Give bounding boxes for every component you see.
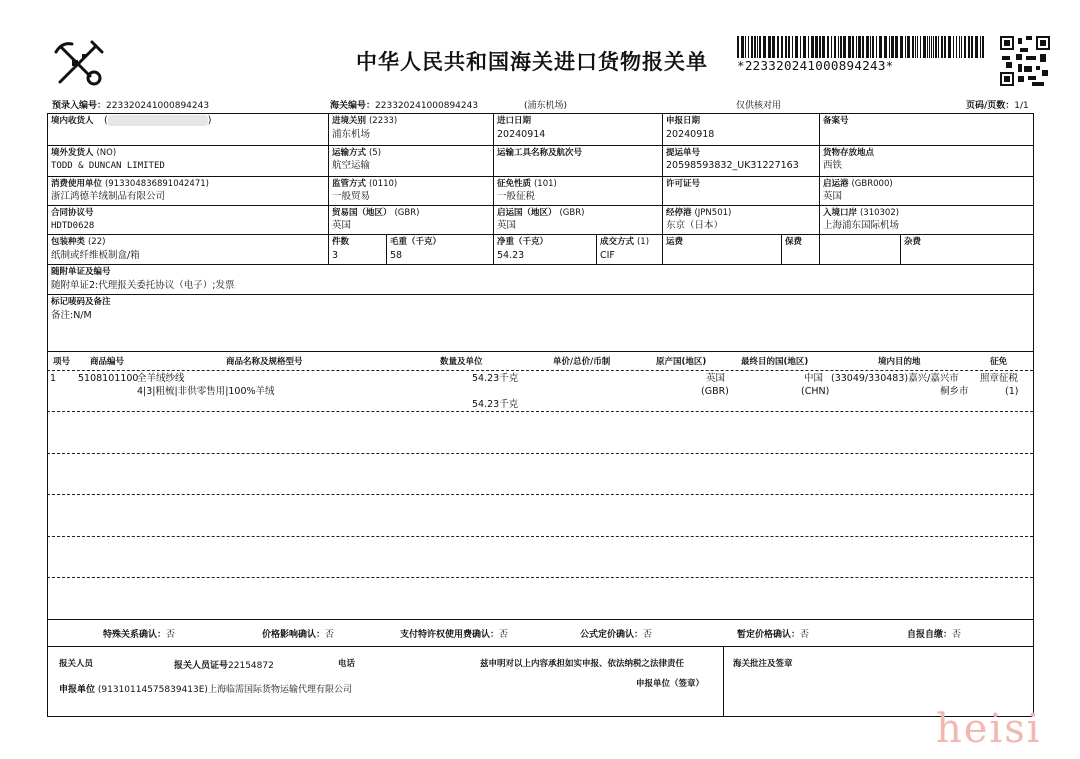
barcode-bar — [920, 36, 921, 58]
dest-value: 中国 — [804, 373, 824, 384]
qty-2: 54.23千克 — [472, 399, 519, 410]
goods-header-domestic: 境内目的地 — [878, 357, 921, 367]
redacted-block — [108, 115, 208, 126]
package-code: (22) — [87, 237, 106, 247]
qty-1: 54.23千克 — [472, 373, 519, 384]
levy-value: 一般征税 — [497, 191, 536, 202]
entry-port-label: 进境关别 — [332, 116, 367, 126]
barcode-bar — [759, 36, 761, 58]
customs-no-label: 海关编号： — [330, 101, 376, 111]
levy-label: 征免性质 — [497, 179, 532, 189]
barcode-bar — [933, 36, 934, 58]
net-label: 净重（千克） — [497, 237, 549, 247]
via-port-value: 东京（日本） — [666, 220, 724, 231]
docs-label: 随附单证及编号 — [51, 267, 111, 277]
license-label: 许可证号 — [666, 179, 701, 189]
trade-country-code: (GBR) — [394, 208, 420, 218]
barcode-bar — [870, 36, 871, 58]
barcode-bar — [917, 36, 918, 58]
barcode-bar — [982, 36, 984, 58]
barcode-bar — [935, 36, 937, 58]
confirm-self-declare: 自报自缴：否 — [907, 630, 962, 640]
domestic-dest: (33049/330483)嘉兴/嘉兴市 — [831, 373, 959, 384]
barcode-bar — [852, 36, 854, 58]
barcode-bar — [961, 36, 962, 58]
barcode-bar — [956, 36, 957, 58]
package-label: 包装种类 — [51, 237, 86, 247]
domestic-dest-2: 桐乡市 — [940, 386, 969, 397]
goods-header-qty: 数量及单位 — [440, 357, 483, 367]
barcode-bar — [795, 36, 798, 58]
customs-emblem-icon — [52, 38, 110, 90]
barcode-bar — [840, 36, 842, 58]
pieces-value: 3 — [332, 250, 339, 261]
barcode-bar — [827, 36, 829, 58]
bill-no-label: 提运单号 — [666, 148, 701, 158]
barcode-bar — [980, 36, 981, 58]
entry-place-value: 上海浦东国际机场 — [823, 220, 900, 231]
confirm-provisional-price: 暂定价格确认：否 — [737, 630, 810, 640]
import-date-value: 20240914 — [497, 129, 546, 140]
goods-header-item-no: 项号 — [53, 357, 71, 367]
declare-date-value: 20240918 — [666, 129, 715, 140]
barcode-bar — [754, 36, 756, 58]
barcode-bar — [895, 36, 898, 58]
barcode-bar — [907, 36, 910, 58]
page-value: 1/1 — [1014, 101, 1029, 111]
transport-mode-code: (5) — [368, 148, 382, 158]
record-no-label: 备案号 — [823, 116, 849, 126]
via-port-code: (JPN501) — [694, 208, 732, 218]
freight-label: 运费 — [666, 237, 684, 247]
levy-mode-code: (1) — [1005, 386, 1019, 397]
barcode-bar — [751, 36, 753, 58]
barcode-bar — [905, 36, 906, 58]
consignor-code: (NO) — [96, 148, 117, 158]
transport-mode-value: 航空运输 — [332, 160, 371, 171]
consignee-label: 境内收货人 — [51, 116, 94, 126]
barcode-bar — [763, 36, 766, 58]
docs-value: 随附单证2:代理报关委托协议（电子）;发票 — [51, 280, 235, 291]
barcode-bar — [879, 36, 882, 58]
transport-tool-label: 运输工具名称及航次号 — [497, 148, 583, 158]
pieces-label: 件数 — [332, 237, 350, 247]
barcode-bar — [777, 36, 779, 58]
origin-country-code: (GBR) — [559, 208, 585, 218]
page-label: 页码/页数： — [966, 101, 1015, 111]
misc-label: 杂费 — [904, 237, 922, 247]
package-value: 纸制或纤维板制盒/箱 — [51, 250, 140, 261]
consignee-value: ( ) — [104, 115, 212, 126]
customs-remark-label: 海关批注及签章 — [733, 659, 793, 669]
unit-name: 上海临需国际货物运输代理有限公司 — [207, 685, 352, 695]
barcode-bar — [748, 36, 749, 58]
legal-statement: 兹申明对以上内容承担如实申报、依法纳税之法律责任 — [480, 659, 685, 669]
goods-header-levy: 征免 — [990, 357, 1008, 367]
barcode-bar — [953, 36, 954, 58]
entry-port-code: (2233) — [368, 116, 398, 126]
confirm-price-impact: 价格影响确认：否 — [262, 630, 335, 640]
departure-port-code: (GBR000) — [851, 179, 893, 189]
levy-mode: 照章征税 — [980, 373, 1019, 384]
customs-site: (浦东机场) — [524, 101, 568, 111]
hs-code: 5108101100 — [78, 373, 139, 384]
barcode-bar — [964, 36, 966, 58]
barcode-bar — [941, 36, 943, 58]
trade-country-value: 英国 — [332, 220, 352, 231]
watermark: heisi — [936, 706, 1042, 752]
item-no: 1 — [50, 373, 57, 384]
net-value: 54.23 — [497, 250, 525, 261]
origin-country-label: 启运国（地区） — [497, 208, 557, 218]
barcode-bar — [931, 36, 932, 58]
origin-value: 英国 — [706, 373, 726, 384]
barcode-bar — [862, 36, 864, 58]
pre-entry-label: 预录入编号： — [52, 101, 107, 111]
barcode-bar — [811, 36, 814, 58]
barcode-bar — [938, 36, 939, 58]
barcode-bar — [834, 36, 836, 58]
entry-place-label: 入境口岸 — [823, 208, 858, 218]
storage-value: 西铁 — [823, 160, 843, 171]
barcode-bar — [772, 36, 775, 58]
barcode-bar — [872, 36, 874, 58]
barcode-bar — [741, 36, 744, 58]
departure-port-label: 启运港 — [823, 179, 849, 189]
declarant-id: 22154872 — [228, 661, 274, 671]
entry-place-code: (310302) — [859, 208, 900, 218]
barcode-bar — [912, 36, 914, 58]
unit-label: 申报单位 — [59, 685, 96, 695]
confirm-special-relation: 特殊关系确认：否 — [103, 630, 176, 640]
departure-port-value: 英国 — [823, 191, 843, 202]
reference-note: 仅供核对用 — [736, 101, 782, 111]
qr-code-icon — [1000, 36, 1050, 86]
barcode-bar — [768, 36, 771, 58]
contract-label: 合同协议号 — [51, 208, 94, 218]
barcode-bar — [800, 36, 801, 58]
via-port-label: 经停港 — [666, 208, 692, 218]
barcode-bar — [838, 36, 839, 58]
goods-header-name: 商品名称及规格型号 — [226, 357, 303, 367]
barcode-text: *2233202410008942​43* — [737, 58, 894, 73]
barcode-bar — [891, 36, 894, 58]
goods-header-hs-code: 商品编号 — [90, 357, 125, 367]
barcode-bar — [927, 36, 928, 58]
marks-value: 备注:N/M — [51, 310, 92, 321]
barcode-bar — [876, 36, 877, 58]
goods-header-dest: 最终目的国(地区) — [741, 357, 809, 367]
phone-label: 电话 — [338, 659, 356, 669]
barcode-bar — [975, 36, 978, 58]
barcode-bar — [923, 36, 926, 58]
sign-label: 申报单位（签章） — [636, 679, 705, 689]
origin-code: (GBR) — [701, 386, 729, 397]
unit-code: (91310114575839413E) — [97, 685, 208, 695]
supervision-value: 一般贸易 — [332, 191, 371, 202]
goods-header-price: 单价/总价/币制 — [553, 357, 611, 367]
supervision-code: (0110) — [368, 179, 398, 189]
barcode-bar — [843, 36, 846, 58]
entry-port-value: 浦东机场 — [332, 129, 371, 140]
barcode-bar — [803, 36, 806, 58]
barcode-bar — [757, 36, 758, 58]
contract-value: HDTD0628 — [51, 221, 95, 231]
barcode-bar — [808, 36, 809, 58]
consumer-value: 浙江鸿德羊绒制品有限公司 — [51, 191, 166, 202]
storage-label: 货物存放地点 — [823, 148, 875, 158]
origin-country-value: 英国 — [497, 220, 517, 231]
barcode-bar — [819, 36, 821, 58]
confirm-royalty: 支付特许权使用费确认：否 — [400, 630, 509, 640]
barcode-bar — [900, 36, 903, 58]
supervision-label: 监管方式 — [332, 179, 367, 189]
goods-name: 全羊绒纱线 — [137, 373, 185, 384]
consignor-value: TODD & DUNCAN LIMITED — [51, 161, 165, 171]
trade-country-label: 贸易国（地区） — [332, 208, 392, 218]
declarant-label: 报关人员 — [59, 659, 94, 669]
declare-date-label: 申报日期 — [666, 116, 701, 126]
barcode-bar — [959, 36, 960, 58]
barcode-bar — [858, 36, 861, 58]
deal-mode-value: CIF — [600, 250, 615, 261]
barcode-bar — [737, 36, 739, 58]
consumer-code: (913304836891042471) — [104, 179, 209, 189]
confirm-formula-price: 公式定价确认：否 — [580, 630, 653, 640]
import-date-label: 进口日期 — [497, 116, 532, 126]
goods-header-origin: 原产国(地区) — [656, 357, 707, 367]
transport-mode-label: 运输方式 — [332, 148, 367, 158]
barcode-bar — [944, 36, 946, 58]
goods-spec: 4|3|粗梳|非供零售用|100%羊绒 — [137, 386, 275, 397]
barcode-bar — [929, 36, 930, 58]
pre-entry-no: 223320241000894243 — [106, 101, 210, 111]
barcode-bar — [948, 36, 951, 58]
barcode-bar — [785, 36, 787, 58]
levy-code: (101) — [533, 179, 557, 189]
barcode-bar — [815, 36, 818, 58]
barcode-bar — [792, 36, 793, 58]
barcode-bar — [781, 36, 783, 58]
barcode-bar — [968, 36, 970, 58]
bill-no-value: 20598593832_UK31227163 — [666, 160, 799, 171]
document-title: 中华人民共和国海关进口货物报关单 — [356, 49, 708, 74]
barcode-bar — [889, 36, 890, 58]
barcode-bar — [856, 36, 857, 58]
insurance-label: 保费 — [785, 237, 803, 247]
deal-mode-label: 成交方式 — [600, 237, 635, 247]
consumer-label: 消费使用单位 — [51, 179, 103, 189]
barcode-bar — [915, 36, 916, 58]
barcode-bar — [788, 36, 790, 58]
gross-value: 58 — [390, 250, 403, 261]
barcode — [737, 36, 985, 58]
barcode-bar — [884, 36, 887, 58]
marks-label: 标记唛码及备注 — [51, 297, 111, 307]
gross-label: 毛重（千克） — [390, 237, 442, 247]
dest-code: (CHN) — [801, 386, 830, 397]
barcode-bar — [971, 36, 973, 58]
barcode-bar — [745, 36, 746, 58]
barcode-bar — [848, 36, 851, 58]
customs-no: 223320241000894243 — [375, 101, 479, 111]
consignor-label: 境外发货人 — [51, 148, 94, 158]
barcode-bar — [822, 36, 825, 58]
barcode-bar — [866, 36, 869, 58]
deal-mode-code: (1) — [636, 237, 650, 247]
declarant-id-label: 报关人员证号 — [174, 661, 229, 671]
barcode-bar — [831, 36, 832, 58]
